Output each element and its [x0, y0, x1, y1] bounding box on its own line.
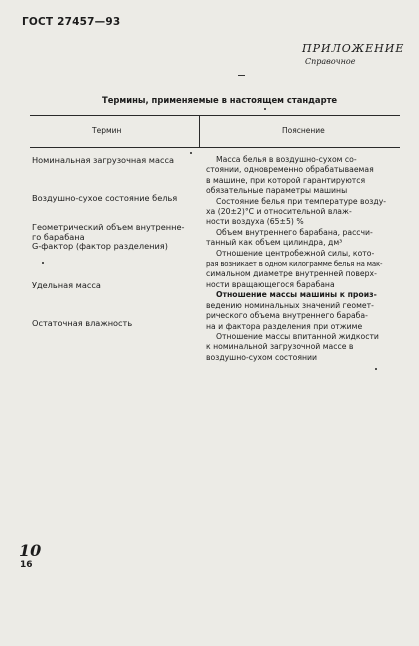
explanation-line: рического объема внутреннего бараба- — [206, 311, 368, 321]
explanation-line: танный как объем цилиндра, дм³ — [206, 238, 343, 248]
explanation-line: симальном диаметре внутренней поверх- — [206, 269, 377, 279]
explanation-line: стоянии, одновременно обрабатываемая — [206, 165, 374, 175]
explanation-line: к номинальной загрузочной массе в — [206, 342, 354, 352]
explanation-line: Объем внутреннего барабана, рассчи- — [216, 227, 373, 237]
explanation-line: Масса белья в воздушно-сухом со- — [216, 155, 357, 164]
term-nominal-load: Номинальная загрузочная масса — [32, 155, 175, 165]
table-top-rule — [30, 115, 400, 116]
appendix-title: ПРИЛОЖЕНИЕ — [302, 42, 405, 55]
scan-speck — [42, 262, 44, 264]
dash-mark — [238, 75, 245, 76]
column-header-explanation: Пояснение — [282, 126, 325, 135]
table-column-divider — [199, 115, 200, 148]
term-g-factor: G-фактор (фактор разделения) — [32, 241, 168, 251]
scan-speck — [375, 368, 377, 370]
explanation-line: Состояние белья при температуре возду- — [216, 196, 387, 206]
term-residual-moisture: Остаточная влажность — [32, 318, 133, 328]
explanation-line: рая возникает в одном килограмме белья на мак- — [206, 260, 383, 269]
explanation-column — [206, 155, 398, 363]
explanation-line: в машине, при которой гарантируются — [206, 175, 366, 185]
page-number: 16 — [20, 560, 33, 570]
table-header-rule — [30, 147, 400, 148]
handwritten-page-number: 10 — [19, 541, 42, 560]
explanation-line: Отношение центробежной силы, кото- — [216, 248, 375, 258]
term-drum-volume-line1: Геометрический объем внутренне- — [32, 222, 185, 232]
explanation-line: ведению номинальных значений геомет- — [206, 300, 374, 310]
explanation-line: Отношение массы впитанной жидкости — [216, 331, 379, 341]
explanation-line: воздушно-сухом состоянии — [206, 352, 317, 362]
standard-number: ГОСТ 27457—93 — [22, 16, 121, 28]
column-header-term: Термин — [92, 126, 122, 135]
explanation-line: Отношение массы машины к произ- — [216, 290, 377, 300]
explanation-line: ности вращающегося барабана — [206, 279, 335, 289]
term-air-dry-state: Воздушно-сухое состояние белья — [32, 193, 178, 203]
explanation-line: ности воздуха (65±5) % — [206, 217, 304, 227]
explanation-line: на и фактора разделения при отжиме — [206, 321, 363, 331]
term-drum-volume-line2: го барабана — [32, 232, 85, 242]
scan-speck — [264, 108, 266, 110]
appendix-type: Справочное — [305, 57, 356, 66]
explanation-line: обязательные параметры машины — [206, 186, 348, 196]
scan-speck — [190, 152, 192, 154]
term-specific-mass: Удельная масса — [32, 280, 101, 290]
explanation-line: ха (20±2)°С и относительной влаж- — [206, 207, 352, 217]
table-title: Термины, применяемые в настоящем стандарте — [102, 95, 338, 105]
